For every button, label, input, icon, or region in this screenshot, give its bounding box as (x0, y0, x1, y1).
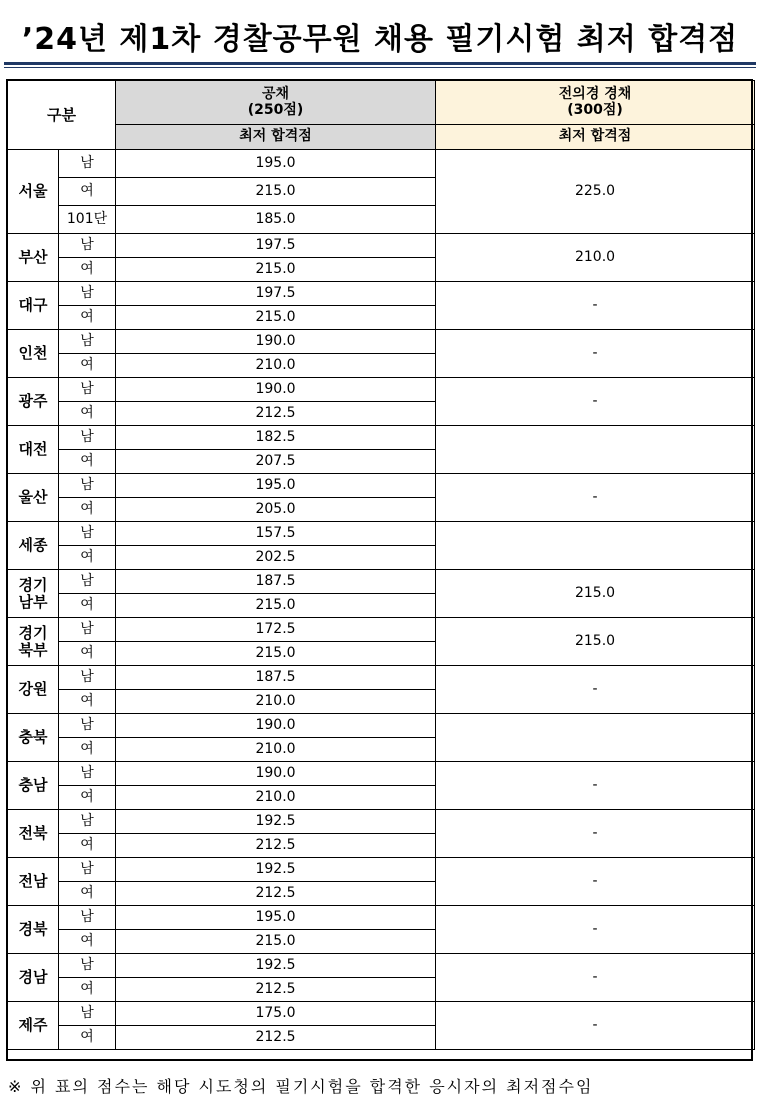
gender-cell: 남 (59, 954, 116, 978)
jeon-score: - (436, 378, 755, 426)
jeon-score (436, 522, 755, 570)
gongchae-score: 192.5 (116, 858, 436, 882)
region-name: 전남 (8, 858, 59, 906)
header-jeon-points: (300점) (567, 101, 623, 118)
region-name: 강원 (8, 666, 59, 714)
table-body (8, 150, 755, 1050)
gender-cell: 여 (59, 690, 116, 714)
table-row (8, 618, 755, 642)
gender-cell: 남 (59, 1002, 116, 1026)
footnote: ※ 위 표의 점수는 해당 시도청의 필기시험을 합격한 응시자의 최저점수임 (8, 1077, 594, 1096)
region-name: 경남 (8, 954, 59, 1002)
jeon-score: 225.0 (436, 150, 755, 234)
jeon-score: - (436, 474, 755, 522)
page-title: ’24년 제1차 경찰공무원 채용 필기시험 최저 합격점 (21, 22, 739, 57)
gender-cell: 남 (59, 474, 116, 498)
gongchae-score: 197.5 (116, 282, 436, 306)
region-name: 부산 (8, 234, 59, 282)
gongchae-score: 210.0 (116, 690, 436, 714)
gongchae-score: 212.5 (116, 882, 436, 906)
jeon-score: - (436, 858, 755, 906)
gongchae-score: 210.0 (116, 786, 436, 810)
table-row (8, 330, 755, 354)
jeon-score: - (436, 1002, 755, 1050)
title-underline (4, 62, 756, 65)
gongchae-score: 195.0 (116, 906, 436, 930)
gongchae-score: 212.5 (116, 978, 436, 1002)
gender-cell: 남 (59, 150, 116, 178)
gender-cell: 여 (59, 1026, 116, 1050)
jeon-score: - (436, 810, 755, 858)
gongchae-score: 187.5 (116, 570, 436, 594)
gender-cell: 여 (59, 306, 116, 330)
header-gongchae-title: 공채 (261, 86, 290, 103)
gongchae-score: 197.5 (116, 234, 436, 258)
table-row (8, 762, 755, 786)
gender-cell: 여 (59, 978, 116, 1002)
jeon-score: - (436, 282, 755, 330)
region-name: 충남 (8, 762, 59, 810)
region-name: 대구 (8, 282, 59, 330)
region-name: 세종 (8, 522, 59, 570)
table-row (8, 234, 755, 258)
region-name: 경북 (8, 906, 59, 954)
gender-cell: 남 (59, 282, 116, 306)
table-row (8, 150, 755, 178)
gender-cell: 여 (59, 402, 116, 426)
gender-cell: 여 (59, 450, 116, 474)
gongchae-score: 215.0 (116, 306, 436, 330)
gender-cell: 여 (59, 642, 116, 666)
gender-cell: 여 (59, 594, 116, 618)
gongchae-score: 212.5 (116, 1026, 436, 1050)
gongchae-score: 190.0 (116, 714, 436, 738)
gongchae-score: 215.0 (116, 178, 436, 206)
gender-cell: 남 (59, 810, 116, 834)
gender-cell: 남 (59, 330, 116, 354)
gender-cell: 남 (59, 522, 116, 546)
table-row (8, 426, 755, 450)
gender-cell: 남 (59, 714, 116, 738)
jeon-score: 215.0 (436, 570, 755, 618)
gender-cell: 남 (59, 426, 116, 450)
gongchae-score: 192.5 (116, 810, 436, 834)
region-name: 서울 (8, 150, 59, 234)
region-name: 제주 (8, 1002, 59, 1050)
region-name: 전북 (8, 810, 59, 858)
table-row (8, 810, 755, 834)
gender-cell: 남 (59, 570, 116, 594)
header-gongchae-points: (250점) (247, 101, 304, 118)
gongchae-score: 207.5 (116, 450, 436, 474)
gongchae-score: 202.5 (116, 546, 436, 570)
gender-cell: 여 (59, 258, 116, 282)
gender-cell: 여 (59, 738, 116, 762)
gongchae-score: 192.5 (116, 954, 436, 978)
region-name: 경기 남부 (8, 570, 59, 618)
gender-cell: 남 (59, 618, 116, 642)
region-name: 광주 (8, 378, 59, 426)
table-row (8, 282, 755, 306)
gender-cell: 101단 (59, 206, 116, 234)
jeon-score: - (436, 954, 755, 1002)
header-jeon-title: 전의경 경채 (558, 86, 632, 103)
gongchae-score: 210.0 (116, 738, 436, 762)
header-category: 구분 (8, 81, 116, 150)
region-name: 울산 (8, 474, 59, 522)
gongchae-score: 195.0 (116, 150, 436, 178)
gongchae-score: 215.0 (116, 930, 436, 954)
jeon-score: - (436, 330, 755, 378)
gongchae-score: 212.5 (116, 402, 436, 426)
gender-cell: 남 (59, 762, 116, 786)
header-jeon (436, 81, 755, 125)
gongchae-score: 212.5 (116, 834, 436, 858)
gender-cell: 남 (59, 906, 116, 930)
gender-cell: 여 (59, 882, 116, 906)
jeon-score: - (436, 762, 755, 810)
gongchae-score: 185.0 (116, 206, 436, 234)
gongchae-score: 205.0 (116, 498, 436, 522)
gongchae-score: 190.0 (116, 330, 436, 354)
table-row (8, 714, 755, 738)
table-row (8, 954, 755, 978)
header-gongchae-sub: 최저 합격점 (116, 125, 436, 150)
gender-cell: 남 (59, 378, 116, 402)
gender-cell: 남 (59, 234, 116, 258)
gongchae-score: 215.0 (116, 258, 436, 282)
header-gongchae (116, 81, 436, 125)
region-name: 경기 북부 (8, 618, 59, 666)
table-row (8, 906, 755, 930)
jeon-score: 215.0 (436, 618, 755, 666)
gongchae-score: 215.0 (116, 642, 436, 666)
table-row (8, 858, 755, 882)
gender-cell: 여 (59, 786, 116, 810)
jeon-score (436, 426, 755, 474)
gongchae-score: 182.5 (116, 426, 436, 450)
gongchae-score: 190.0 (116, 762, 436, 786)
table-row (8, 474, 755, 498)
gender-cell: 여 (59, 498, 116, 522)
gongchae-score: 215.0 (116, 594, 436, 618)
table-row (8, 378, 755, 402)
gongchae-score: 190.0 (116, 378, 436, 402)
gongchae-score: 187.5 (116, 666, 436, 690)
gender-cell: 여 (59, 354, 116, 378)
jeon-score: - (436, 666, 755, 714)
gender-cell: 남 (59, 858, 116, 882)
gender-cell: 여 (59, 546, 116, 570)
region-name: 인천 (8, 330, 59, 378)
jeon-score: - (436, 906, 755, 954)
region-name: 충북 (8, 714, 59, 762)
table-row (8, 666, 755, 690)
table-row (8, 522, 755, 546)
title-underline-thin (4, 67, 756, 68)
jeon-score: 210.0 (436, 234, 755, 282)
gender-cell: 여 (59, 834, 116, 858)
gender-cell: 여 (59, 930, 116, 954)
gongchae-score: 172.5 (116, 618, 436, 642)
jeon-score (436, 714, 755, 762)
table-row (8, 570, 755, 594)
cutoff-score-table (7, 80, 755, 1050)
gongchae-score: 210.0 (116, 354, 436, 378)
table-row (8, 1002, 755, 1026)
gongchae-score: 157.5 (116, 522, 436, 546)
gender-cell: 남 (59, 666, 116, 690)
region-name: 대전 (8, 426, 59, 474)
gongchae-score: 175.0 (116, 1002, 436, 1026)
gongchae-score: 195.0 (116, 474, 436, 498)
gender-cell: 여 (59, 178, 116, 206)
header-jeon-sub: 최저 합격점 (436, 125, 755, 150)
